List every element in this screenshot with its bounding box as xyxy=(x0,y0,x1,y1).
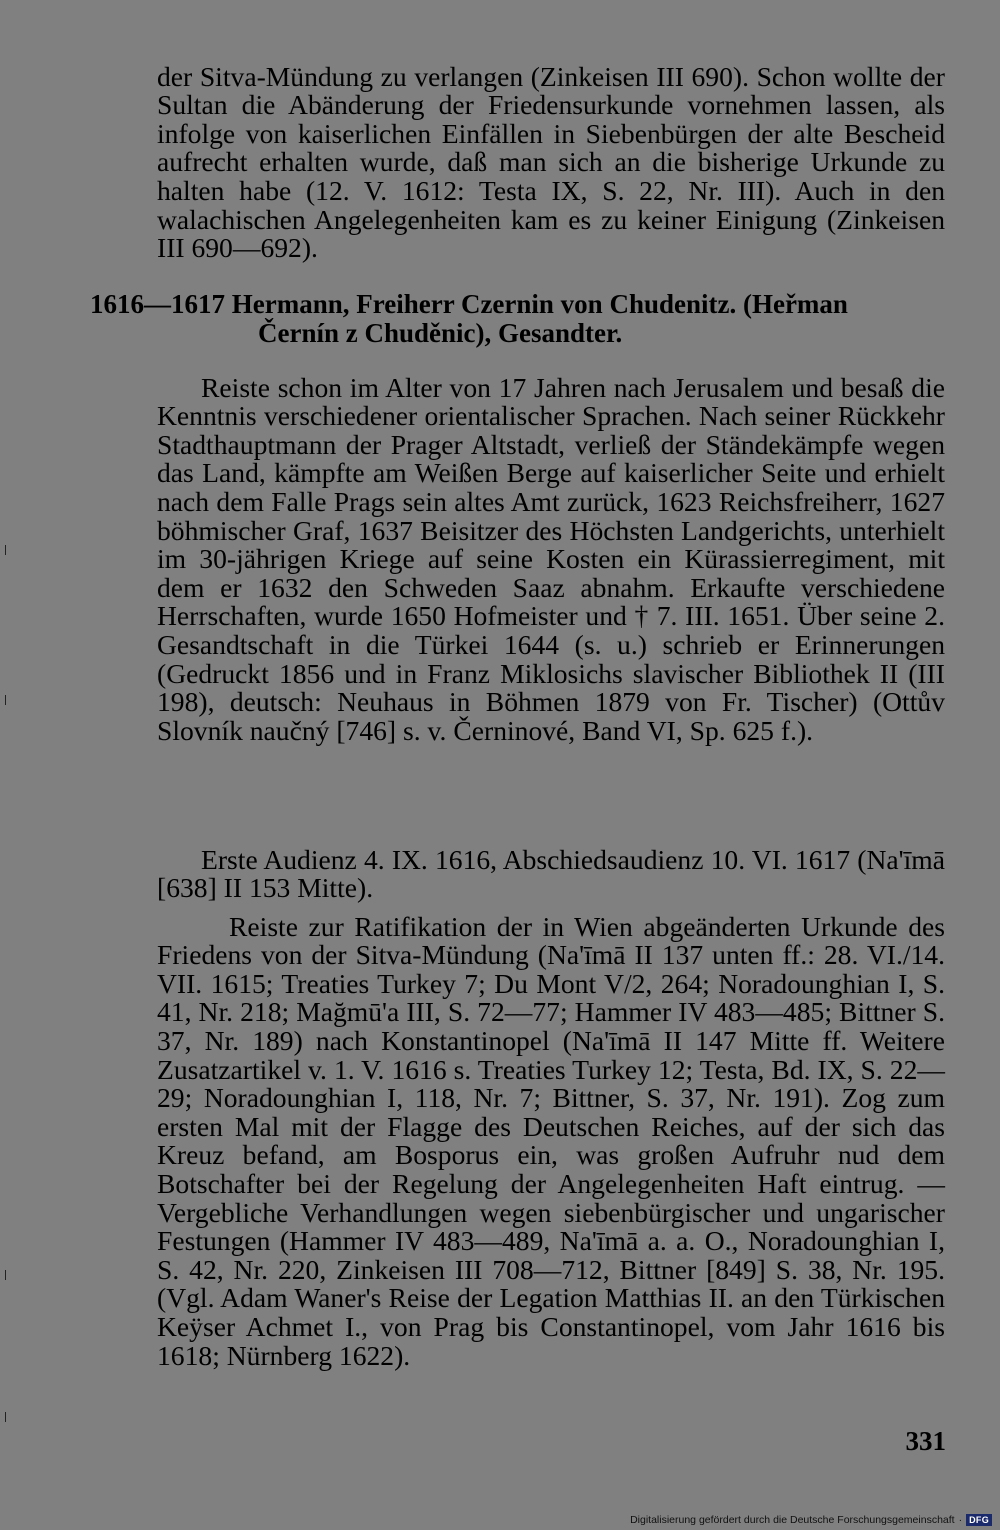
paragraph-biography: Reiste schon im Alter von 17 Jahren nach Jerusalem und besaß die Kenntnis verschiedener orientalischer Sprachen. Nach seiner Rückkehr Stadthauptmann der Prager Altstadt, verließ der Ständekämpfe wegen das Land, kämpfte am Weißen Berge auf kaiserlicher Seite und erhielt nach dem Falle Prags sein altes Amt zurück, 1623 Reichsfreiherr, 1627 böhmischer Graf, 1637 Beisitzer des Höchsten Landgerichts, unterhielt im 30-jährigen Kriege auf seine Kosten ein Kürassierregiment, mit dem er 1632 den Schweden Saaz abnahm. Erkaufte verschiedene Herrschaften, wurde 1650 Hofmeister und † 7. III. 1651. Über seine 2. Gesandtschaft in die Türkei 1644 (s. u.) schrieb er Erinnerungen (Gedruckt 1856 und in Franz Miklosichs slavischer Bibliothek II (III 198), deutsch: Neuhaus in Böhmen 1879 von Fr. Tischer) (Ottův Slovník naučný [746] s. v. Černinové, Band VI, Sp. 625 f.). xyxy=(157,371,945,746)
footer-separator: · xyxy=(958,1514,963,1526)
entry-heading-line-1: Hermann, Freiherr Czernin von Chudenitz. (Heřman xyxy=(231,289,848,319)
paragraph-continuation: der Sitva-Mündung zu verlangen (Zinkeisen III 690). Schon wollte der Sultan die Abänderung der Friedensurkunde vornehmen lassen, als infolge von kaiserlichen Einfällen in Siebenbürgen der alte Bescheid aufrecht erhalten wurde, daß man sich an die bisherige Urkunde zu halten habe (12. V. 1612: Testa IX, S. 22, Nr. III). Auch in den walachischen Angelegenheiten kam es zu keiner Einigung (Zinkeisen III 690—692). xyxy=(157,60,945,264)
entry-years: 1616—1617 xyxy=(90,289,225,319)
digitization-footer xyxy=(630,1514,992,1526)
page-number: 331 xyxy=(905,1426,946,1456)
footer-credit: Digitalisierung gefördert durch die Deutsche Forschungsgemeinschaft xyxy=(630,1514,955,1526)
margin-mark xyxy=(5,545,6,555)
margin-mark xyxy=(5,695,6,705)
entry-heading-line-2: Černín z Chuděnic), Gesandter. xyxy=(258,318,623,348)
dfg-logo-icon: DFG xyxy=(966,1514,992,1526)
entry-heading xyxy=(90,290,950,348)
paragraph-audience: Erste Audienz 4. IX. 1616, Abschiedsaudienz 10. VI. 1617 (Na'īmā [638] II 153 Mitte). xyxy=(157,843,945,904)
margin-mark xyxy=(5,1270,6,1280)
paragraph-ratification: Reiste zur Ratifikation der in Wien abgeänderten Urkunde des Friedens von der Sitva-Mündung (Na'īmā II 137 unten ff.: 28. VI./14. VII. 1615; Treaties Turkey 7; Du Mont V/2, 264; Noradounghian I, S. 41, Nr. 218; Mağmū'a III, S. 72—77; Hammer IV 483—485; Bittner S. 37, Nr. 189) nach Konstantinopel (Na'īmā II 147 Mitte ff. Weitere Zusatzartikel v. 1. V. 1616 s. Treaties Turkey 12; Testa, Bd. IX, S. 22—29; Noradounghian I, 118, Nr. 7; Bittner, S. 37, Nr. 191). Zog zum ersten Mal mit der Flagge des Deutschen Reiches, auf der sich das Kreuz befand, am Bosporus ein, was großen Aufruhr nud dem Botschafter bei der Regelung der Angelegenheiten Haft eintrug. — Vergebliche Verhandlungen wegen siebenbürgischer und ungarischer Festungen (Hammer IV 483—489, Na'īmā a. a. O., Noradounghian I, S. 42, Nr. 220, Zinkeisen III 708—712, Bittner [849] S. 38, Nr. 195. (Vgl. Adam Waner's Reise der Legation Matthias II. an den Türkischen Keÿser Achmet I., von Prag bis Constantinopel, vom Jahr 1616 bis 1618; Nürnberg 1622). xyxy=(157,910,945,1371)
margin-mark xyxy=(5,1412,6,1422)
